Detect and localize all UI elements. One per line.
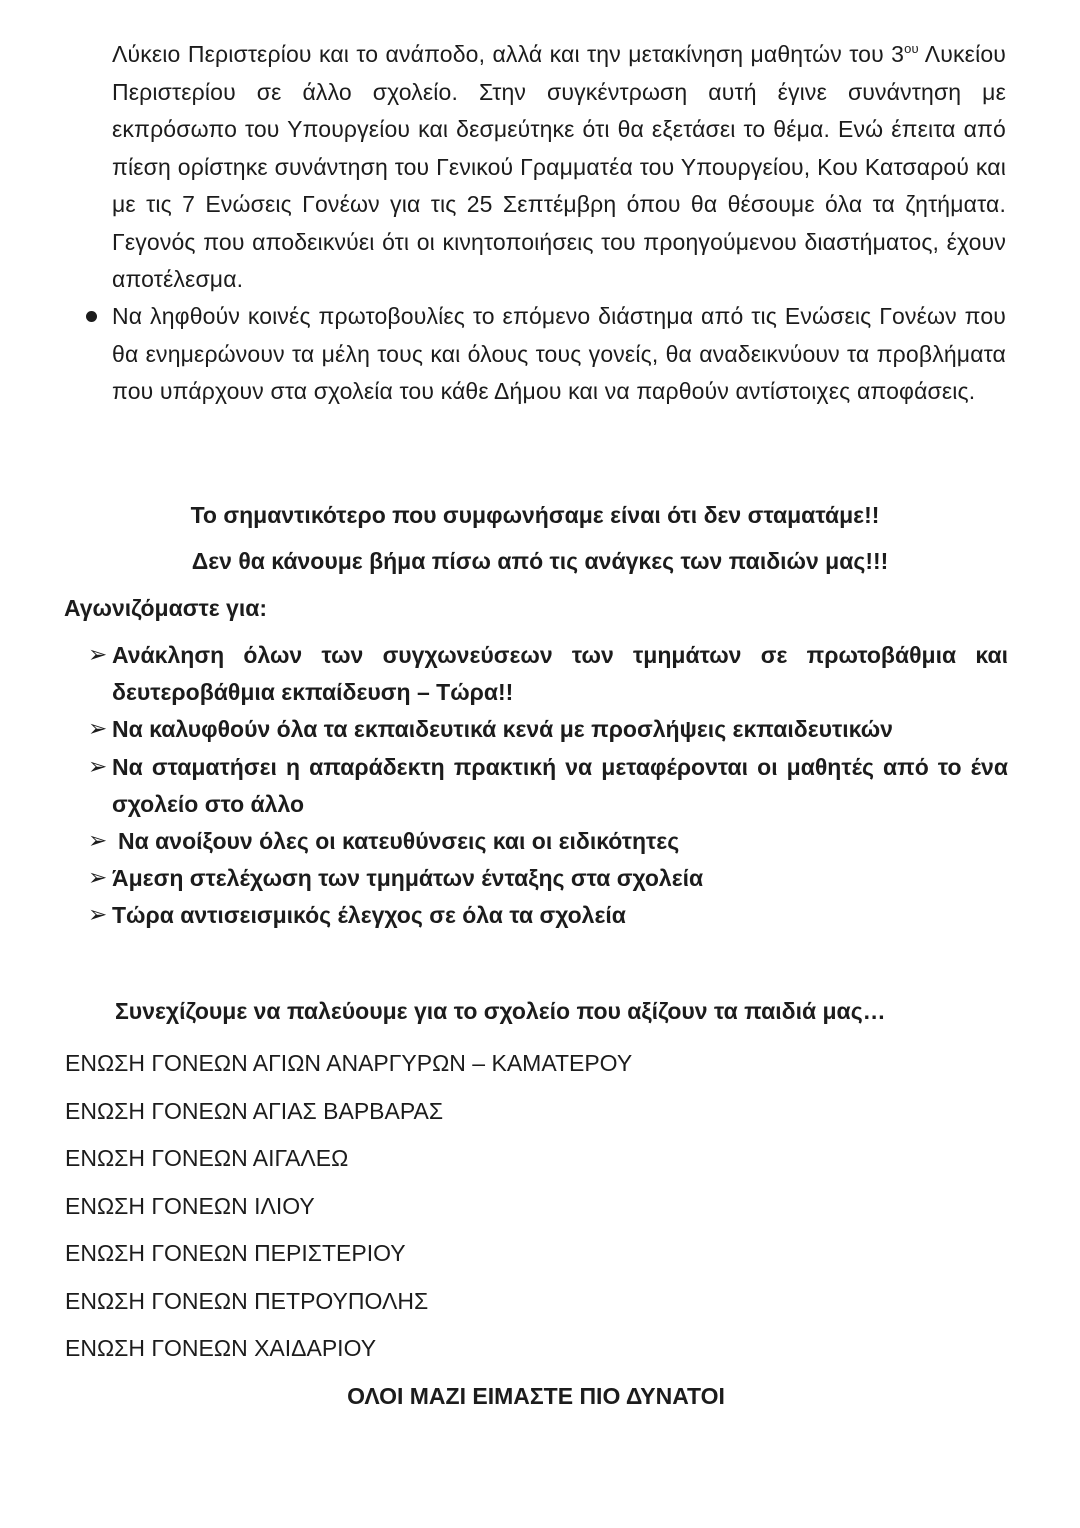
ordinal-superscript: ου [904, 41, 919, 56]
emphasis-line: Δεν θα κάνουμε βήμα πίσω από τις ανάγκες των παιδιών μας!!! [191, 548, 889, 574]
demand-text: Να ανοίξουν όλες οι κατευθύνσεις και οι ειδικότητες [118, 828, 680, 854]
signatory-union: ΕΝΩΣΗ ΓΟΝΕΩΝ ΧΑΙΔΑΡΙΟΥ [65, 1335, 377, 1361]
demand-text: Ανάκληση όλων των συγχωνεύσεων των τμημάτων σε πρωτοβάθμια και δευτεροβάθμια εκπαίδευση – Τώρα!! [112, 642, 1008, 705]
demand-text: Να καλυφθούν όλα τα εκπαιδευτικά κενά με προσλήψεις εκπαιδευτικών [112, 716, 893, 742]
signatory-union: ΕΝΩΣΗ ΓΟΝΕΩΝ ΠΕΡΙΣΤΕΡΙΟΥ [65, 1240, 406, 1266]
demand-text: Άμεση στελέχωση των τμημάτων ένταξης στα σχολεία [112, 865, 704, 891]
arrow-bullet-icon: ➢ [88, 642, 108, 668]
arrow-bullet-icon: ➢ [88, 754, 108, 780]
signatory-union: ΕΝΩΣΗ ΓΟΝΕΩΝ ΑΓΙΩΝ ΑΝΑΡΓΥΡΩΝ – ΚΑΜΑΤΕΡΟΥ [65, 1050, 633, 1076]
signatory-union: ΕΝΩΣΗ ΓΟΝΕΩΝ ΙΛΙΟΥ [65, 1193, 315, 1219]
demands-heading: Αγωνιζόμαστε για: [64, 595, 268, 621]
continue-statement: Συνεχίζουμε να παλεύουμε για το σχολείο που αξίζουν τα παιδιά μας… [115, 998, 886, 1024]
paragraph-text-start: Λύκειο Περιστερίου και το ανάποδο, αλλά και την μετακίνηση μαθητών του 3 [112, 41, 905, 67]
demand-text: Τώρα αντισεισμικός έλεγχος σε όλα τα σχολεία [112, 902, 626, 928]
continuation-paragraph [112, 36, 1006, 299]
bullet-paragraph: Να ληφθούν κοινές πρωτοβουλίες το επόμενο διάστημα από τις Ενώσεις Γονέων που θα ενημερώνουν τα μέλη τους και όλους τους γονείς, θα αναδεικνύουν τα προβλήματα που υπάρχουν στα σχολεία του κάθε Δήμου και να παρθούν αντίστοιχες αποφάσεις. [112, 303, 1006, 404]
demand-item [88, 823, 1008, 860]
paragraph-text-rest: Λυκείου Περιστερίου σε άλλο σχολείο. Στην συγκέντρωση αυτή έγινε συνάντηση με εκπρόσωπο του Υπουργείου και δεσμεύτηκε ότι θα εξετάσει το θέμα. Ενώ έπειτα από πίεση ορίστηκε συνάντηση του Γενικού Γραμματέα του Υπουργείου, Κου Κατσαρού και με τις 7 Ενώσεις Γονέων για τις 25 Σεπτέμβρη όπου θα θέσουμε όλα τα ζητήματα. Γεγονός που αποδεικνύει ότι οι κινητοποιήσεις του προηγούμενου διαστήματος, έχουν αποτέλεσμα. [112, 41, 1007, 292]
bullet-dot-icon [86, 311, 97, 322]
arrow-bullet-icon: ➢ [88, 902, 108, 928]
arrow-bullet-icon: ➢ [88, 716, 108, 742]
demand-text: Να σταματήσει η απαράδεκτη πρακτική να μεταφέρονται οι μαθητές από το ένα σχολείο στο άλλο [112, 754, 1008, 817]
closing-slogan: ΟΛΟΙ ΜΑΖΙ ΕΙΜΑΣΤΕ ΠΙΟ ΔΥΝΑΤΟΙ [347, 1383, 725, 1409]
demand-item [88, 860, 1008, 897]
arrow-bullet-icon: ➢ [88, 865, 108, 891]
demand-item [88, 711, 1008, 748]
emphasis-line: Το σημαντικότερο που συμφωνήσαμε είναι ότι δεν σταματάμε!! [190, 502, 880, 528]
demand-item [88, 749, 1008, 823]
signatory-union: ΕΝΩΣΗ ΓΟΝΕΩΝ ΑΙΓΑΛΕΩ [65, 1145, 349, 1171]
signatory-union: ΕΝΩΣΗ ΓΟΝΕΩΝ ΠΕΤΡΟΥΠΟΛΗΣ [65, 1288, 429, 1314]
demand-item [88, 637, 1008, 711]
arrow-bullet-icon: ➢ [88, 828, 108, 854]
signatory-union: ΕΝΩΣΗ ΓΟΝΕΩΝ ΑΓΙΑΣ ΒΑΡΒΑΡΑΣ [65, 1098, 444, 1124]
demand-item [88, 897, 1008, 934]
